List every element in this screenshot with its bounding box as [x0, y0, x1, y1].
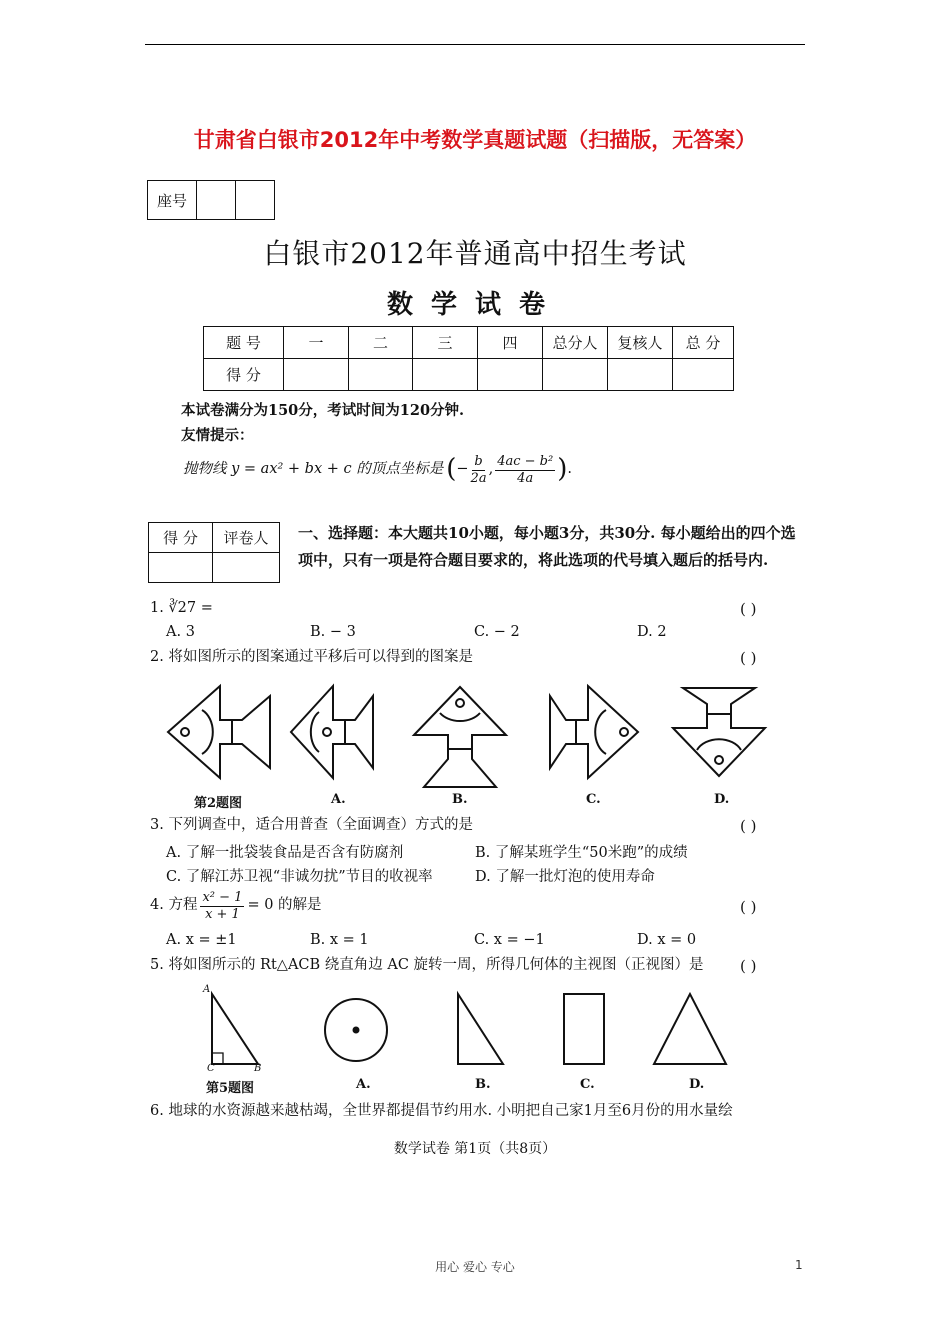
- q3-option-d: D. 了解一批灯泡的使用寿命: [475, 869, 655, 885]
- vertex-fraction-2: 4ac − b² 4a: [497, 453, 554, 486]
- q5-label-a: A: [203, 984, 211, 995]
- q5-caption-c: C.: [580, 1077, 595, 1092]
- q5-option-d-triangle: [654, 994, 726, 1064]
- q1-option-d: D. 2: [637, 624, 667, 640]
- q2-caption-figure: 第2题图: [194, 796, 243, 811]
- score-header: 二: [349, 327, 413, 359]
- q5-caption-a: A.: [356, 1077, 371, 1092]
- score-header: 一: [284, 327, 349, 359]
- q1-option-b: B. − 3: [310, 624, 356, 640]
- q4-option-a: A. x = ±1: [166, 932, 237, 948]
- score-header: 题 号: [204, 327, 284, 359]
- question-6-stem: 6. 地球的水资源越来越枯竭，全世界都提倡节约用水. 小明把自己家1月至6月份的用水量绘: [150, 1103, 733, 1119]
- q5-right-triangle: [212, 994, 258, 1064]
- question-3-stem: 3. 下列调查中，适合用普查（全面调查）方式的是: [150, 817, 473, 833]
- score-header: 复核人: [608, 327, 673, 359]
- answer-paren: ( ): [740, 649, 757, 667]
- q3-option-a: A. 了解一批袋装食品是否含有防腐剂: [166, 845, 404, 861]
- answer-paren: ( ): [740, 817, 757, 835]
- q2-caption-b: B.: [452, 792, 468, 807]
- page-footer: 数学试卷 第1页（共8页）: [393, 1141, 557, 1157]
- q1-option-a: A. 3: [166, 624, 195, 640]
- answer-paren: ( ): [740, 957, 757, 975]
- score-header: 总分人: [543, 327, 608, 359]
- q5-option-c-rectangle: [564, 994, 604, 1064]
- q5-caption-b: B.: [475, 1077, 491, 1092]
- q4-fraction: $\frac{\text{x² − 1}}{x + 1}$: [202, 889, 243, 922]
- q4-option-c: C. x = −1: [474, 932, 545, 948]
- grader-score-label: 得 分: [149, 523, 213, 553]
- exam-title: 白银市2012年普通高中招生考试: [263, 237, 687, 270]
- q3-option-c: C. 了解江苏卫视“非诚勿扰”节目的收视率: [166, 869, 433, 885]
- vertex-formula: 抛物线 y = ax² + bx + c 的顶点坐标是 ( − $\frac{b}{2a}$ , 4ac − b² 4a ) .: [183, 453, 572, 486]
- q5-option-b-triangle: [458, 994, 503, 1064]
- q3-option-b: B. 了解某班学生“50米跑”的成绩: [475, 845, 688, 861]
- tip-label: 友情提示：: [181, 427, 254, 444]
- exam-info: 本试卷满分为150分，考试时间为120分钟.: [181, 402, 465, 419]
- q5-caption-d: D.: [689, 1077, 705, 1092]
- answer-paren: ( ): [740, 898, 757, 916]
- q5-caption-figure: 第5题图: [206, 1081, 255, 1096]
- q1-option-c: C. − 2: [474, 624, 520, 640]
- q2-caption-d: D.: [714, 792, 730, 807]
- seat-label: 座号: [148, 181, 197, 220]
- vertex-fraction-1: $\frac{b}{2a}$: [470, 453, 487, 486]
- bottom-footer: 用心 爱心 专心: [435, 1260, 515, 1274]
- q5-label-c: C: [207, 1063, 215, 1074]
- q4-option-b: B. x = 1: [310, 932, 369, 948]
- q2-caption-c: C.: [586, 792, 601, 807]
- question-4-stem: 4. 方程 $\frac{\text{x² − 1}}{x + 1}$ = 0 的解是: [150, 889, 322, 922]
- question-2-stem: 2. 将如图所示的图案通过平移后可以得到的图案是: [150, 649, 473, 665]
- q5-option-a-circle: [325, 999, 387, 1061]
- page-number: 1: [795, 1258, 803, 1272]
- question-1-stem: 1. ∛27 =: [150, 600, 213, 616]
- answer-paren: ( ): [740, 600, 757, 618]
- q2-caption-a: A.: [331, 792, 346, 807]
- grader-name-label: 评卷人: [213, 523, 280, 553]
- score-header: 总 分: [673, 327, 734, 359]
- score-header: 四: [478, 327, 543, 359]
- subject-title: 数学试卷: [386, 290, 563, 320]
- q5-label-b: B: [254, 1063, 262, 1074]
- question-5-stem: 5. 将如图所示的 Rt△ACB 绕直角边 AC 旋转一周，所得几何体的主视图（正视图）是: [150, 957, 704, 973]
- tip-text: 抛物线 y = ax² + bx + c 的顶点坐标是: [183, 461, 444, 478]
- section-1-instructions: 一、选择题：本大题共10小题，每小题3分，共30分. 每小题给出的四个选项中，只有一项是符合题目要求的，将此选项的代号填入题后的括号内.: [298, 524, 796, 569]
- q4-option-d: D. x = 0: [637, 932, 697, 948]
- document-title: 甘肃省白银市2012年中考数学真题试题（扫描版，无答案）: [193, 128, 757, 152]
- score-row-label: 得 分: [204, 359, 284, 391]
- score-header: 三: [413, 327, 478, 359]
